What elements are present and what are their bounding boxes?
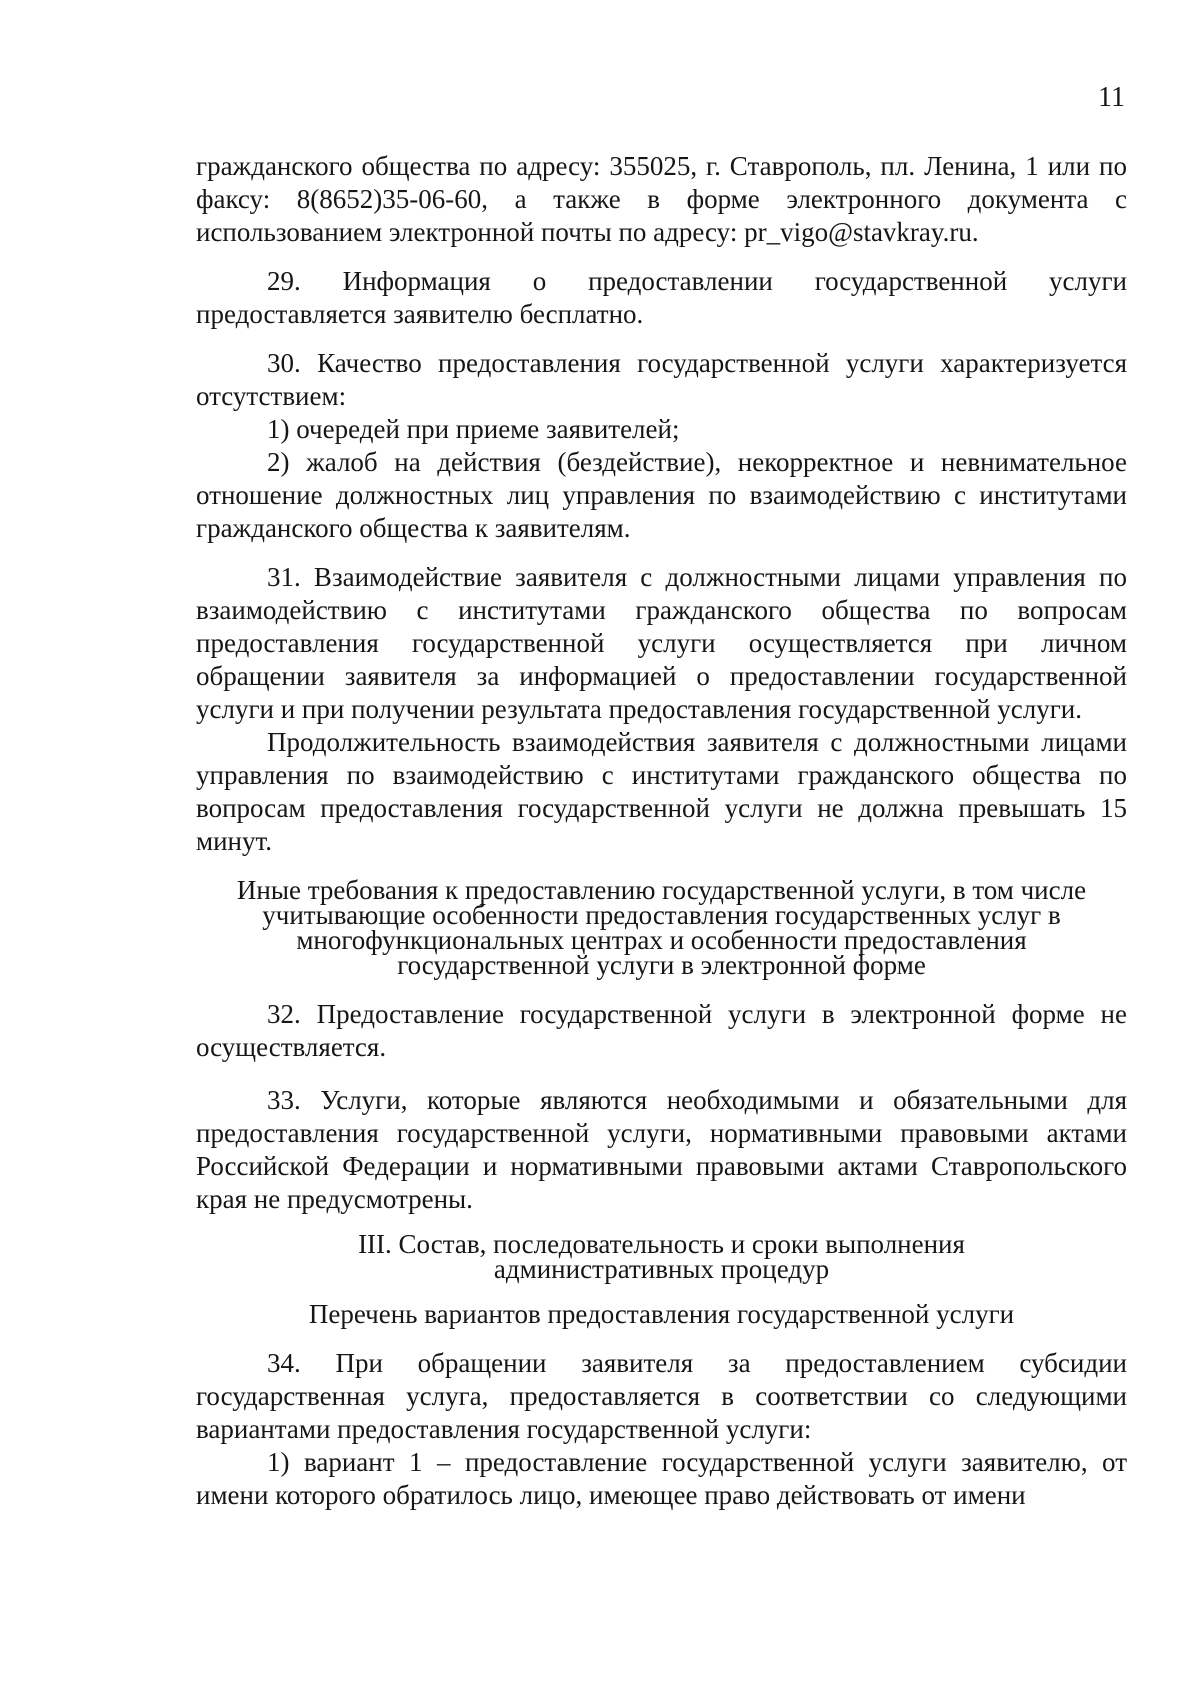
document-body	[196, 150, 1127, 1512]
paragraph-34-item-1: 1) вариант 1 – предоставление государственной услуги заявителю, от имени которого обратилось лицо, имеющее право действовать от имени	[196, 1447, 1127, 1510]
heading-line: административных процедур	[493, 1254, 830, 1284]
paragraph-30-item-2: 2) жалоб на действия (бездействие), некорректное и невнимательное отношение должностных лиц управления по взаимодействию с институтами гражданского общества к заявителям.	[196, 447, 1127, 543]
heading-line: Иные требования к предоставлению государственной услуги, в том числе	[236, 875, 1087, 905]
paragraph-31-duration: Продолжительность взаимодействия заявителя с должностными лицами управления по взаимодействию с институтами гражданского общества по вопросам предоставления государственной услуги не должна превышать 15 минут.	[196, 727, 1127, 856]
heading-other-requirements	[196, 875, 1127, 980]
heading-section-iii	[196, 1229, 1127, 1284]
heading-line: Перечень вариантов предоставления государственной услуги	[308, 1299, 1015, 1329]
paragraph-28-continuation: гражданского общества по адресу: 355025, г. Ставрополь, пл. Ленина, 1 или по факсу: 8(8652)35-06-60, а также в форме электронного документа с использованием электронной почты по адресу: pr_vigo@stavkray.ru.	[196, 151, 1127, 247]
heading-line: III. Состав, последовательность и сроки выполнения	[358, 1229, 965, 1259]
heading-line: многофункциональных центрах и особенности предоставления	[296, 925, 1027, 955]
page-number: 11	[1098, 82, 1125, 113]
paragraph-31: 31. Взаимодействие заявителя с должностными лицами управления по взаимодействию с институтами гражданского общества по вопросам предоставления государственной услуги осуществляется при личном обращении заявителя за информацией о предоставлении государственной услуги и при получении результата предоставления государственной услуги.	[196, 562, 1127, 724]
paragraph-30-item-1: 1) очередей при приеме заявителей;	[267, 414, 680, 444]
paragraph-32: 32. Предоставление государственной услуги в электронной форме не осуществляется.	[196, 999, 1127, 1062]
heading-line: учитывающие особенности предоставления государственных услуг в	[262, 900, 1061, 930]
paragraph-33: 33. Услуги, которые являются необходимыми и обязательными для предоставления государственной услуги, нормативными правовыми актами Российской Федерации и нормативными правовыми актами Ставропольского края не предусмотрены.	[196, 1085, 1127, 1214]
paragraph-30: 30. Качество предоставления государственной услуги характеризуется отсутствием:	[196, 348, 1127, 411]
paragraph-34: 34. При обращении заявителя за предоставлением субсидии государственная услуга, предоставляется в соответствии со следующими вариантами предоставления государственной услуги:	[196, 1348, 1127, 1444]
paragraph-29: 29. Информация о предоставлении государственной услуги предоставляется заявителю бесплатно.	[196, 266, 1127, 329]
heading-line: государственной услуги в электронной форме	[397, 950, 926, 980]
heading-variants-list	[196, 1299, 1127, 1329]
